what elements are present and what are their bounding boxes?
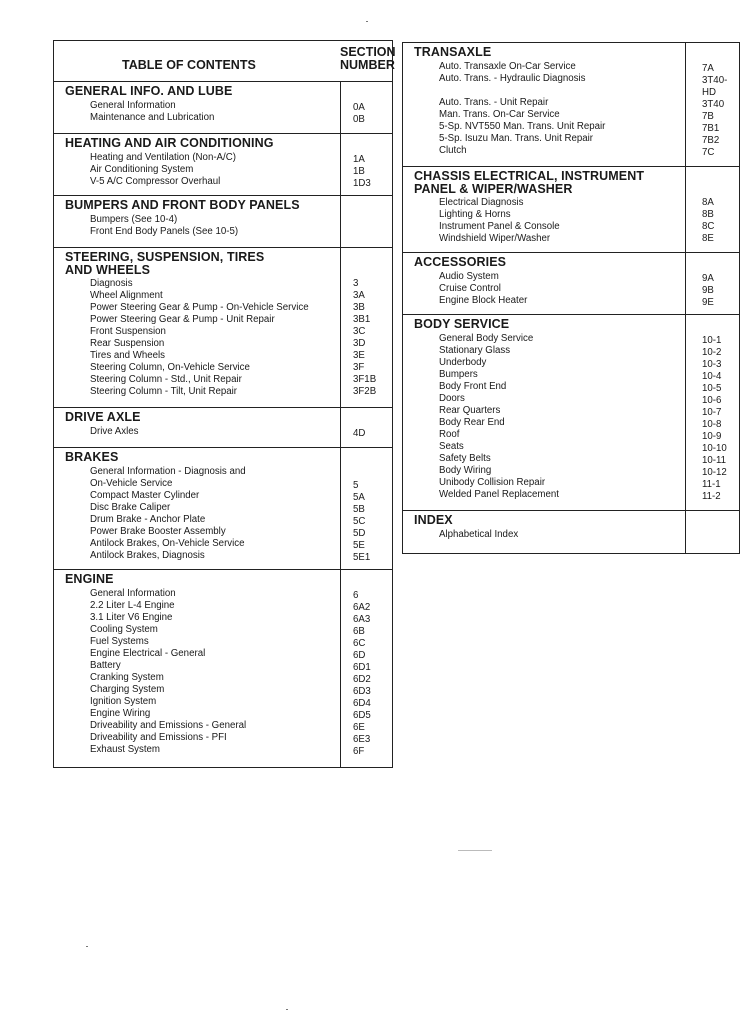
section-number: 6D5	[353, 709, 371, 721]
toc-entry: 2.2 Liter L-4 Engine	[90, 599, 175, 611]
toc-entry: Auto. Trans. - Hydraulic Diagnosis	[439, 72, 586, 84]
section-number: 10-5	[702, 382, 722, 394]
section-title: DRIVE AXLE	[65, 410, 141, 424]
section-number: 3A	[353, 290, 365, 301]
section-number: 7C	[702, 146, 715, 158]
section-number: 6C	[353, 637, 366, 649]
toc-entry: Tires and Wheels	[90, 350, 166, 361]
toc-entry: Wheel Alignment	[90, 290, 163, 301]
toc-entry: Exhaust System	[90, 743, 160, 755]
section-number: 6E3	[353, 733, 371, 745]
toc-entry: 5-Sp. Isuzu Man. Trans. Unit Repair	[439, 132, 593, 144]
toc-entry: Power Brake Booster Assembly	[90, 525, 226, 537]
section-number-column	[340, 82, 392, 133]
section-number: 8B	[702, 209, 714, 220]
toc-entry: Safety Belts	[439, 452, 491, 464]
toc-section	[54, 82, 392, 134]
section-title: INDEX	[414, 513, 453, 527]
toc-entry: Antilock Brakes, Diagnosis	[90, 549, 205, 561]
toc-entry: Compact Master Cylinder	[90, 489, 200, 501]
section-number: 3C	[353, 326, 366, 337]
section-number: 6E	[353, 721, 365, 733]
toc-entry: Cranking System	[90, 671, 164, 683]
section-title: STEERING, SUSPENSION, TIRES	[65, 250, 265, 264]
toc-entry: Bumpers (See 10-4)	[90, 213, 178, 225]
section-number: 9A	[702, 272, 714, 284]
section-number: 3F	[353, 362, 365, 373]
section-entries	[403, 511, 685, 553]
toc-section	[54, 448, 392, 570]
section-number: 9B	[702, 284, 714, 296]
toc-entry: Rear Suspension	[90, 338, 165, 349]
section-number: 3D	[353, 338, 366, 349]
section-number: 10-10	[702, 442, 727, 454]
section-number: 10-2	[702, 346, 722, 358]
section-number: 10-1	[702, 334, 722, 346]
section-entries	[54, 248, 340, 407]
toc-entry: Steering Column - Tilt, Unit Repair	[90, 386, 237, 397]
toc-entry: V-5 A/C Compressor Overhaul	[90, 175, 221, 187]
toc-entry: Front Suspension	[90, 326, 166, 337]
toc-entry: Engine Electrical - General	[90, 647, 206, 659]
section-number-column	[685, 511, 739, 553]
section-number: 0A	[353, 101, 365, 113]
toc-entry: Seats	[439, 440, 464, 452]
section-number: 10-6	[702, 394, 722, 406]
toc-entry: Instrument Panel & Console	[439, 221, 560, 232]
toc-section	[403, 43, 739, 167]
toc-entry: Drum Brake - Anchor Plate	[90, 513, 206, 525]
toc-entry: Clutch	[439, 144, 467, 156]
toc-entry: Body Wiring	[439, 464, 492, 476]
section-title: PANEL & WIPER/WASHER	[414, 181, 573, 196]
section-number: 10-3	[702, 358, 722, 370]
section-entries	[54, 134, 340, 195]
section-number: 6B	[353, 625, 365, 637]
scan-speck	[86, 946, 88, 947]
section-number: 3E	[353, 350, 365, 361]
section-number-column	[685, 253, 739, 314]
toc-entry: 5-Sp. NVT550 Man. Trans. Unit Repair	[439, 120, 606, 132]
toc-entry: Diagnosis	[90, 278, 133, 289]
toc-section	[403, 511, 739, 553]
section-title: HEATING AND AIR CONDITIONING	[65, 136, 274, 150]
section-number: 7B2	[702, 134, 720, 146]
section-number: 5B	[353, 503, 365, 515]
section-number: 4D	[353, 427, 366, 439]
section-number-column	[340, 196, 392, 247]
toc-entry: 3.1 Liter V6 Engine	[90, 611, 173, 623]
section-number	[353, 468, 392, 480]
toc-entry: Ignition System	[90, 695, 157, 707]
toc-entry: Welded Panel Replacement	[439, 488, 559, 500]
section-number: 3	[353, 278, 359, 289]
toc-entry: Stationary Glass	[439, 344, 511, 356]
toc-entry: Unibody Collision Repair	[439, 476, 546, 488]
section-number: 7B1	[702, 122, 720, 134]
section-number: 1A	[353, 153, 365, 165]
section-entries	[54, 570, 340, 767]
section-number-header-line1: SECTION	[340, 45, 396, 59]
section-title: CHASSIS ELECTRICAL, INSTRUMENT	[414, 169, 645, 183]
section-number: 6D4	[353, 697, 371, 709]
section-number: 6D	[353, 649, 366, 661]
toc-entry: General Body Service	[439, 332, 534, 344]
toc-entry: Body Rear End	[439, 416, 505, 428]
section-number: 11-1	[702, 478, 721, 490]
toc-entry: Body Front End	[439, 380, 507, 392]
section-number: 7B	[702, 110, 714, 122]
toc-entry: Engine Block Heater	[439, 294, 528, 306]
section-number: 3F1B	[353, 374, 377, 385]
table-header	[54, 41, 396, 82]
section-entries	[54, 82, 340, 133]
toc-entry: Steering Column, On-Vehicle Service	[90, 362, 250, 373]
toc-section	[403, 315, 739, 511]
section-title: ENGINE	[65, 572, 114, 586]
section-entries	[403, 43, 685, 166]
toc-entry: Man. Trans. On-Car Service	[439, 108, 560, 120]
toc-entry: Battery	[90, 659, 121, 671]
section-number-column	[685, 167, 739, 252]
section-title: TRANSAXLE	[414, 45, 492, 59]
section-number: HD	[702, 86, 716, 98]
section-number: 6F	[353, 745, 365, 757]
toc-entry: Auto. Trans. - Unit Repair	[439, 96, 549, 108]
section-title: AND WHEELS	[65, 262, 151, 277]
section-entries	[403, 253, 685, 314]
toc-entry: Air Conditioning System	[90, 163, 194, 175]
scan-speck	[286, 1009, 288, 1010]
toc-table-right	[402, 42, 740, 554]
section-number: 5E	[353, 539, 365, 551]
toc-entry: Antilock Brakes, On-Vehicle Service	[90, 537, 245, 549]
toc-entry: Windshield Wiper/Washer	[439, 233, 551, 244]
section-number: 6D1	[353, 661, 371, 673]
section-number-column	[685, 315, 739, 510]
toc-entry: Driveability and Emissions - PFI	[90, 731, 227, 743]
section-number: 1B	[353, 165, 365, 177]
toc-entry: Power Steering Gear & Pump - On-Vehicle Service	[90, 302, 309, 313]
toc-entry: Disc Brake Caliper	[90, 501, 171, 513]
toc-entry: General Information - Diagnosis and	[90, 465, 246, 477]
toc-entry: Maintenance and Lubrication	[90, 111, 215, 123]
section-number-header	[340, 41, 396, 81]
section-title: BUMPERS AND FRONT BODY PANELS	[65, 198, 300, 212]
section-number: 10-4	[702, 370, 722, 382]
section-number: 9E	[702, 296, 714, 308]
toc-section	[54, 248, 392, 408]
section-number: 3B1	[353, 314, 371, 325]
toc-section	[54, 570, 392, 767]
section-number: 5	[353, 479, 359, 491]
toc-section	[54, 196, 392, 248]
section-entries	[54, 196, 340, 247]
section-entries	[403, 167, 685, 252]
toc-entry: Cruise Control	[439, 282, 501, 294]
section-number-header-line2: NUMBER	[340, 58, 395, 72]
section-number: 11-2	[702, 490, 721, 502]
section-title: BODY SERVICE	[414, 317, 510, 331]
section-number: 5D	[353, 527, 366, 539]
toc-entry: Engine Wiring	[90, 707, 151, 719]
section-number: 3T40-	[702, 74, 728, 86]
toc-entry: Cooling System	[90, 623, 158, 635]
section-number-column	[340, 408, 392, 447]
section-number: 6D2	[353, 673, 371, 685]
toc-entry: On-Vehicle Service	[90, 477, 173, 489]
toc-section	[403, 253, 739, 315]
toc-section	[54, 408, 392, 448]
section-number: 6D3	[353, 685, 371, 697]
toc-entry: Power Steering Gear & Pump - Unit Repair	[90, 314, 275, 325]
toc-entry: Charging System	[90, 683, 165, 695]
section-title: GENERAL INFO. AND LUBE	[65, 84, 233, 98]
toc-entry: Auto. Transaxle On-Car Service	[439, 60, 576, 72]
toc-entry: Steering Column - Std., Unit Repair	[90, 374, 242, 385]
toc-entry: Front End Body Panels (See 10-5)	[90, 225, 239, 237]
section-number: 6	[353, 589, 359, 601]
section-number: 3B	[353, 302, 365, 313]
section-entries	[403, 315, 685, 510]
toc-entry: Heating and Ventilation (Non-A/C)	[90, 151, 236, 163]
section-number: 5C	[353, 515, 366, 527]
toc-entry: Bumpers	[439, 368, 478, 380]
toc-entry: Lighting & Horns	[439, 209, 511, 220]
section-entries	[54, 448, 340, 569]
section-number: 10-7	[702, 406, 722, 418]
section-number: 0B	[353, 113, 365, 125]
toc-entry: Rear Quarters	[439, 404, 501, 416]
toc-entry: Roof	[439, 428, 460, 440]
toc-entry: Alphabetical Index	[439, 528, 519, 540]
section-number-column	[340, 248, 392, 407]
toc-section	[54, 134, 392, 196]
section-number: 8E	[702, 233, 714, 244]
section-number: 10-9	[702, 430, 722, 442]
toc-entry: Driveability and Emissions - General	[90, 719, 247, 731]
toc-entry: Electrical Diagnosis	[439, 197, 524, 208]
section-number: 5E1	[353, 551, 371, 563]
toc-entry: Underbody	[439, 356, 487, 368]
section-number: 8A	[702, 197, 714, 208]
toc-entry: Fuel Systems	[90, 635, 149, 647]
section-number: 8C	[702, 221, 715, 232]
toc-section	[403, 167, 739, 253]
section-number: 10-8	[702, 418, 722, 430]
scan-speck	[366, 21, 368, 22]
section-number: 10-11	[702, 454, 727, 466]
toc-entry	[414, 85, 681, 97]
section-number: 1D3	[353, 177, 371, 189]
section-number: 6A3	[353, 613, 371, 625]
section-number-column	[685, 43, 739, 166]
section-entries	[54, 408, 340, 447]
section-number-column	[340, 570, 392, 767]
table-title: TABLE OF CONTENTS	[122, 58, 256, 72]
section-number: 6A2	[353, 601, 371, 613]
toc-entry: General Information	[90, 99, 176, 111]
section-title: ACCESSORIES	[414, 255, 507, 269]
section-number: 5A	[353, 491, 365, 503]
section-number: 3T40	[702, 98, 725, 110]
toc-entry: General Information	[90, 587, 176, 599]
toc-entry: Drive Axles	[90, 425, 139, 437]
scan-speck	[458, 850, 492, 851]
section-number: 10-12	[702, 466, 727, 478]
toc-table-left	[53, 40, 396, 768]
toc-entry: Doors	[439, 392, 465, 404]
section-number: 3F2B	[353, 386, 377, 397]
section-number-column	[340, 134, 392, 195]
section-number-column	[340, 448, 392, 569]
toc-entry: Audio System	[439, 270, 499, 282]
section-title: BRAKES	[65, 450, 119, 464]
section-number: 7A	[702, 62, 714, 74]
